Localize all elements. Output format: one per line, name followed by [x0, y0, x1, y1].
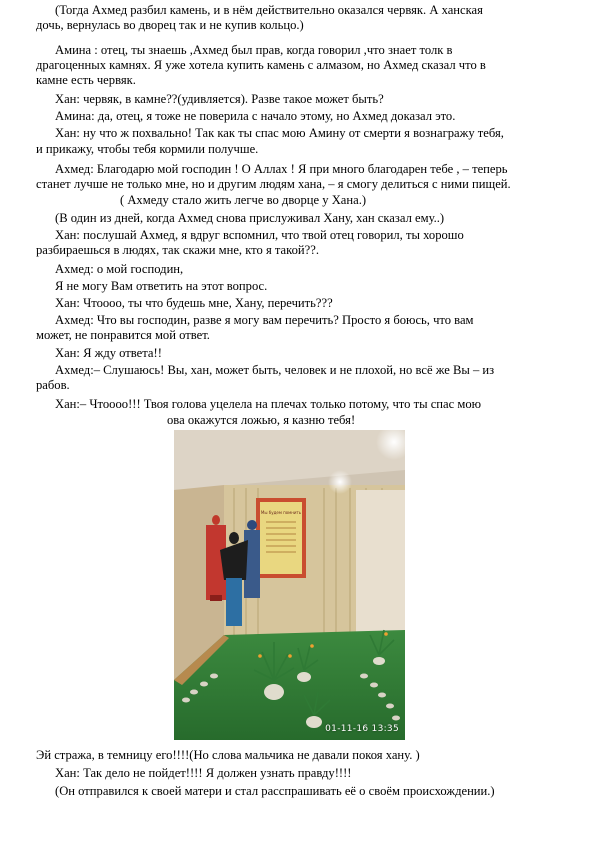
text-line: Хан: Чтоооо, ты что будешь мне, Хану, перечить??? — [55, 296, 333, 310]
stage-photo — [174, 430, 405, 740]
text-line: Хан: червяк, в камне??(удивляется). Разве такое может быть? — [55, 92, 384, 106]
text-line: Амина: да, отец, я тоже не поверила с начало этому, но Ахмед доказал это. — [55, 109, 456, 123]
text-line: Ахмед:– Слушаюсь! Вы, хан, может быть, человек и не плохой, но всё же Вы – из — [55, 363, 495, 377]
text-line: и прикажу, чтобы тебя кормили получше. — [36, 142, 259, 156]
text-line: Амина : отец, ты знаешь ,Ахмед был прав, когда говорил ,что знает толк в — [55, 43, 453, 57]
text-line: рабов. — [36, 378, 70, 392]
svg-text:Мы будем помнить: Мы будем помнить — [260, 510, 302, 515]
text-line: Хан:– Чтоооо!!! Твоя голова уцелела на плечах только потому, что ты спас мою — [55, 397, 482, 411]
text-line: Хан: ну что ж похвально! Так как ты спас мою Амину от смерти я вознагражу тебя, — [55, 126, 504, 140]
text-line: Хан: Так дело не пойдет!!!! Я должен узнать правду!!!! — [55, 766, 352, 780]
text-line: Хан: Я жду ответа!! — [55, 346, 162, 360]
text-line: Ахмед: Благодарю мой господин ! О Аллах ! Я при много благодарен тебе , – теперь — [55, 162, 508, 176]
text-line: Ахмед: Что вы господин, разве я могу вам перечить? Просто я боюсь, что вам — [55, 313, 474, 327]
text-line: разбираешься в людях, так скажи мне, кто я такой??. — [36, 243, 319, 257]
text-line: (Тогда Ахмед разбил камень, и в нём действительно оказался червяк. А ханская — [55, 3, 483, 17]
photo-timestamp: 01-11-16 13:35 — [325, 724, 399, 734]
text-line: Я не могу Вам ответить на этот вопрос. — [55, 279, 268, 293]
text-line: Хан: послушай Ахмед, я вдруг вспомнил, что твой отец говорил, ты хорошо — [55, 228, 464, 242]
text-line: камне есть червяк. — [36, 73, 136, 87]
stage-poster — [256, 498, 306, 578]
text-line: может, не понравится мой ответ. — [36, 328, 210, 342]
text-line: ( Ахмеду стало жить легче во дворце у Хана.) — [120, 193, 367, 207]
text-line: драгоценных камнях. Я уже хотела купить камень с алмазом, но Ахмед сказал что в — [36, 58, 486, 72]
text-line: (Он отправился к своей матери и стал расспрашивать её о своём происхождении.) — [55, 784, 495, 798]
text-line: дочь, вернулась во дворец так и не купив кольцо.) — [36, 18, 304, 32]
stage-photo-image — [174, 430, 405, 740]
text-line: Ахмед: о мой господин, — [55, 262, 184, 276]
text-line: ова окажутся ложью, я казню тебя! — [167, 413, 356, 427]
text-line: станет лучше не только мне, но и другим людям хана, – я смогу делиться с ними пищей. — [36, 177, 511, 191]
text-line: Эй стража, в темницу его!!!!(Но слова мальчика не давали покоя хану. ) — [36, 748, 420, 762]
text-line: (В один из дней, когда Ахмед снова прислуживал Хану, хан сказал ему..) — [55, 211, 445, 225]
